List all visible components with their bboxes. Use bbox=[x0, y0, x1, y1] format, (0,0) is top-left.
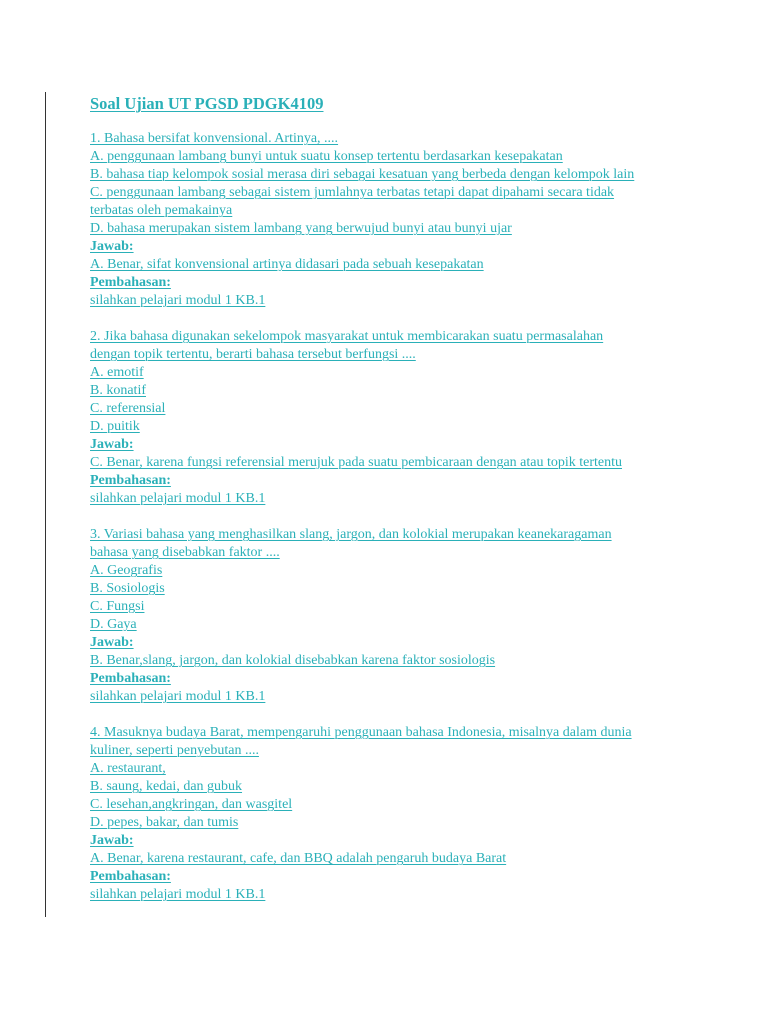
document-body bbox=[90, 94, 730, 922]
pembahasan-text: silahkan pelajari modul 1 KB.1 bbox=[90, 491, 266, 506]
option-b: B. konatif bbox=[90, 383, 146, 398]
option-c: C. penggunaan lambang sebagai sistem jumlahnya terbatas tetapi dapat dipahami secara tidak bbox=[90, 185, 615, 200]
question-2 bbox=[90, 328, 730, 508]
option-d: D. Gaya bbox=[90, 617, 137, 632]
question-text: 3. Variasi bahasa yang menghasilkan slang, jargon, dan kolokial merupakan keanekaragaman bbox=[90, 527, 612, 542]
option-c: C. referensial bbox=[90, 401, 166, 416]
option-a: A. restaurant, bbox=[90, 761, 166, 776]
option-c: C. Fungsi bbox=[90, 599, 145, 614]
option-d: D. puitik bbox=[90, 419, 140, 434]
option-a: A. emotif bbox=[90, 365, 144, 380]
jawab-text: B. Benar,slang, jargon, dan kolokial disebabkan karena faktor sosiologis bbox=[90, 653, 496, 668]
question-3 bbox=[90, 526, 730, 706]
jawab-text: A. Benar, karena restaurant, cafe, dan BBQ adalah pengaruh budaya Barat bbox=[90, 851, 507, 866]
pembahasan-label: Pembahasan: bbox=[90, 869, 171, 884]
jawab-text: C. Benar, karena fungsi referensial merujuk pada suatu pembicaraan dengan atau topik tertentu bbox=[90, 455, 623, 470]
question-1 bbox=[90, 130, 730, 310]
pembahasan-label: Pembahasan: bbox=[90, 473, 171, 488]
option-c: C. lesehan,angkringan, dan wasgitel bbox=[90, 797, 293, 812]
jawab-label: Jawab: bbox=[90, 437, 134, 452]
jawab-label: Jawab: bbox=[90, 239, 134, 254]
option-a: A. penggunaan lambang bunyi untuk suatu konsep tertentu berdasarkan kesepakatan bbox=[90, 149, 563, 164]
document-title: Soal Ujian UT PGSD PDGK4109 bbox=[90, 94, 324, 113]
question-text-continued: bahasa yang disebabkan faktor .... bbox=[90, 545, 280, 560]
question-text-continued: kuliner, seperti penyebutan .... bbox=[90, 743, 259, 758]
option-a: A. Geografis bbox=[90, 563, 163, 578]
question-text: 4. Masuknya budaya Barat, mempengaruhi penggunaan bahasa Indonesia, misalnya dalam dunia bbox=[90, 725, 632, 740]
jawab-label: Jawab: bbox=[90, 635, 134, 650]
pembahasan-text: silahkan pelajari modul 1 KB.1 bbox=[90, 293, 266, 308]
option-d: D. pepes, bakar, dan tumis bbox=[90, 815, 239, 830]
question-4 bbox=[90, 724, 730, 904]
pembahasan-text: silahkan pelajari modul 1 KB.1 bbox=[90, 887, 266, 902]
question-text: 2. Jika bahasa digunakan sekelompok masyarakat untuk membicarakan suatu permasalahan bbox=[90, 329, 604, 344]
jawab-text: A. Benar, sifat konvensional artinya didasari pada sebuah kesepakatan bbox=[90, 257, 484, 272]
option-b: B. Sosiologis bbox=[90, 581, 165, 596]
option-b: B. saung, kedai, dan gubuk bbox=[90, 779, 243, 794]
question-text: 1. Bahasa bersifat konvensional. Artinya, .... bbox=[90, 131, 339, 146]
jawab-label: Jawab: bbox=[90, 833, 134, 848]
pembahasan-label: Pembahasan: bbox=[90, 671, 171, 686]
pembahasan-label: Pembahasan: bbox=[90, 275, 171, 290]
option-b: B. bahasa tiap kelompok sosial merasa diri sebagai kesatuan yang berbeda dengan kelompok lain bbox=[90, 167, 635, 182]
pembahasan-text: silahkan pelajari modul 1 KB.1 bbox=[90, 689, 266, 704]
question-text-continued: dengan topik tertentu, berarti bahasa tersebut berfungsi .... bbox=[90, 347, 416, 362]
option-d: D. bahasa merupakan sistem lambang yang berwujud bunyi atau bunyi ujar bbox=[90, 221, 512, 236]
option-c-continued: terbatas oleh pemakainya bbox=[90, 203, 233, 218]
page-margin-line bbox=[45, 92, 46, 917]
